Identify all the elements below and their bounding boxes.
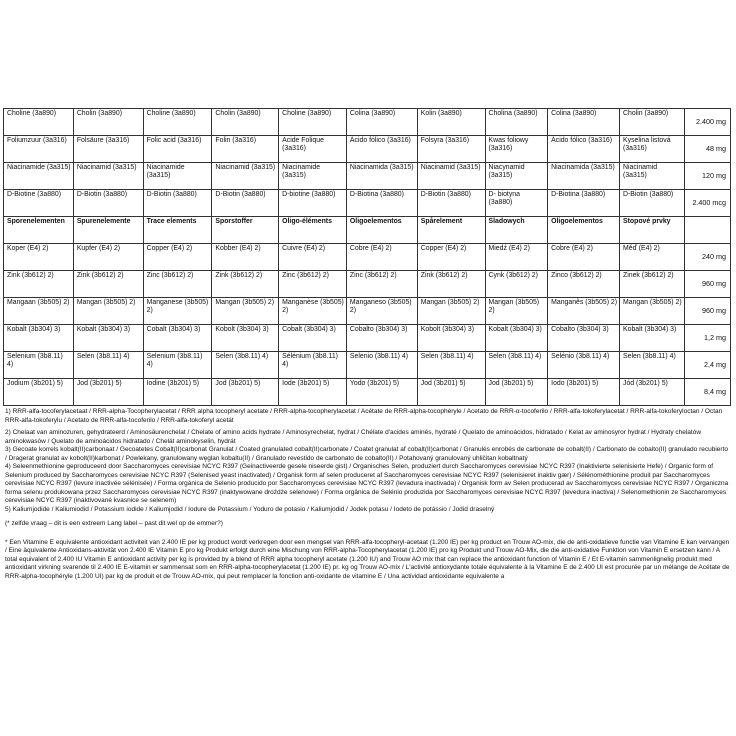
table-cell: Mangaan (3b505) 2) bbox=[4, 298, 74, 325]
table-row bbox=[4, 136, 731, 163]
table-cell: Selen (3b8.11) 4) bbox=[620, 352, 685, 379]
amount-cell: 960 mg bbox=[684, 271, 730, 298]
table-cell: D-Biotin (3a880) bbox=[212, 190, 279, 217]
table-cell: Niacinamida (3a315) bbox=[548, 163, 620, 190]
table-row bbox=[4, 325, 731, 352]
table-cell: Cobalto (3b304) 3) bbox=[548, 325, 620, 352]
table-cell: Zink (3b612) 2) bbox=[4, 271, 74, 298]
table-cell: Mangan (3b505) 2) bbox=[417, 298, 485, 325]
table-cell: Zinc (3b612) 2) bbox=[346, 271, 417, 298]
table-cell: Niacinamide (3a315) bbox=[279, 163, 347, 190]
table-cell: Niacinamid (3a315) bbox=[73, 163, 143, 190]
table-cell: Mangan (3b505) 2) bbox=[212, 298, 279, 325]
table-cell: Niacinamide (3a315) bbox=[4, 163, 74, 190]
table-cell: Jod (3b201) 5) bbox=[212, 379, 279, 406]
table-cell: Niacinamid (3a315) bbox=[620, 163, 685, 190]
table-cell: Ácido fólico (3a316) bbox=[346, 136, 417, 163]
table-cell: Folsyra (3a316) bbox=[417, 136, 485, 163]
table-cell: Cobalt (3b304) 3) bbox=[143, 325, 212, 352]
table-cell: Mangan (3b505) 2) bbox=[73, 298, 143, 325]
table-cell: Kupfer (E4) 2) bbox=[73, 244, 143, 271]
amount-cell: 960 mg bbox=[684, 298, 730, 325]
table-cell: Kyselina listová (3a316) bbox=[620, 136, 685, 163]
table-cell: Iodine (3b201) 5) bbox=[143, 379, 212, 406]
language-header-cell: Trace elements bbox=[143, 217, 212, 244]
table-cell: Mangan (3b505) 2) bbox=[485, 298, 548, 325]
table-cell: Jód (3b201) 5) bbox=[620, 379, 685, 406]
table-cell: Choline (3a890) bbox=[4, 109, 74, 136]
table-cell: Iodo (3b201) 5) bbox=[548, 379, 620, 406]
table-cell: Cholin (3a890) bbox=[212, 109, 279, 136]
amount-cell: 120 mg bbox=[684, 163, 730, 190]
table-cell: D-biotine (3a880) bbox=[279, 190, 347, 217]
table-cell: Niacinamid (3a315) bbox=[212, 163, 279, 190]
table-cell: Cholina (3a890) bbox=[485, 109, 548, 136]
table-cell: Kobalt (3b304) 3) bbox=[485, 325, 548, 352]
language-header-cell: Stopové prvky bbox=[620, 217, 685, 244]
footnote-2: 2) Chelaat van aminozuren, gehydrateerd / Aminosäurenchelat / Chelate of amino acids hydrate / Aminosyrechelat, hydrat / Chélate d'acides aminés, hydraté / Quelato de aminoácidos, hidratado / Kelat av aminosyror hydrat / Hydraty chelatów aminokwasów / Quelato de aminoácidos hidratado / Chelát aminokyselin, hydrát bbox=[5, 429, 702, 445]
table-cell: Kobalt (3b304) 3) bbox=[620, 325, 685, 352]
table-cell: Acide Folique (3a316) bbox=[279, 136, 347, 163]
table-cell: Selenio (3b8.11) 4) bbox=[346, 352, 417, 379]
table-cell: Niacinamida (3a315) bbox=[346, 163, 417, 190]
vitamin-e-note: * Een Vitamine E equivalente antioxidant activiteit van 2.400 IE per kg product wordt verkregen door een mengsel van RRR-alfa-tocopheryl-acetaat (1.200 IE) per kg product en Trouw AO-mix, die de anti-oxidatieve functie van Vitamine E kan vervangen / Eine äquivalente Antioxidans-aktivität von 2.400 IE Vitamin E pro kg Produkt erfolgt durch eine Mischung von RRR-alpha-Tocopherylacetat (1.200 IE) pro kg Produkt und Trouw AO-Mix, die die anti-oxidative Funktion von Vitamin E ersetzen kann / A total equivalent of 2.400 IU Vitamin E antioxidant activity per kg is provided by a blend of RRR alpha tocopheryl acetate (1.200 IU) and Trouw AO mix that can replace the antioxidant function of Vitamin E / Et E-vitamin sammenlignelig produkt med antioxidant virkning svarende til 2.400 IE E-vitamin er sammensat som en RRR-alpha-tocopherylacetat (1.200 IE) pr. kg og Trouw AO-mix / L'activité antioxydante totale équivalente à la Vitamine E de 2.400 UI est procurée par un mélange de Acétate de RRR-alpha-tocophéryle (1.200 UI) par kg de produit et de Trouw AO-mix, qui peut remplacer la fonction anti-oxidante de vitamine E / Una actividad antioxidante equivalente a bbox=[5, 538, 730, 580]
table-row bbox=[4, 271, 731, 298]
table-cell: Cobalto (3b304) 3) bbox=[346, 325, 417, 352]
table-row bbox=[4, 163, 731, 190]
footnote-3: 3) Gecoate korrels kobalt(II)carbonaat / Gecoatetes Cobalt(II)carbonat Granulat / Coated granulated cobalt(II)carbonate / Coatet granulat af cobalt(II)carbonat / Granulés enrobés de carbonate de cobalt(II) / Carbonato de cobalto(II) granulado recubierto / Dragerat granulat av kobolt(II)karbonat / Powlekany, granulowany węglan kobaltu(II) / Granulado revestido de carbonato de cobalto(II) / Potahovaný granulovaný uhličitan kobaltnatý bbox=[5, 446, 728, 462]
table-cell: Selen (3b8.11) 4) bbox=[417, 352, 485, 379]
footnotes bbox=[5, 408, 730, 585]
ingredients-table bbox=[3, 108, 731, 406]
table-cell: Cynk (3b612) 2) bbox=[485, 271, 548, 298]
table-cell: Colina (3a890) bbox=[346, 109, 417, 136]
language-header-cell: Oligo-éléments bbox=[279, 217, 347, 244]
table-cell: Jod (3b201) 5) bbox=[485, 379, 548, 406]
table-cell: Yodo (3b201) 5) bbox=[346, 379, 417, 406]
table-cell: D-Biotin (3a880) bbox=[143, 190, 212, 217]
amount-cell: 8,4 mg bbox=[684, 379, 730, 406]
table-cell: Manganeso (3b505) 2) bbox=[346, 298, 417, 325]
table-cell: Kobolt (3b304) 3) bbox=[212, 325, 279, 352]
language-header-cell: Sporenelementen bbox=[4, 217, 74, 244]
language-header-cell: Oligoelementos bbox=[346, 217, 417, 244]
label-query-note: (* zelfde vraag – dit is een extreem Lang label – past dit wel op de emmer?) bbox=[5, 520, 223, 527]
ingredients-table-body bbox=[4, 109, 731, 406]
table-row bbox=[4, 379, 731, 406]
table-cell: Folin (3a316) bbox=[212, 136, 279, 163]
table-cell: Selenium (3b8.11) 4) bbox=[4, 352, 74, 379]
table-cell: Cobalt (3b304) 3) bbox=[279, 325, 347, 352]
table-cell: Měď (E4) 2) bbox=[620, 244, 685, 271]
language-header-cell: Spårelement bbox=[417, 217, 485, 244]
amount-cell bbox=[684, 217, 730, 244]
table-cell: Kolin (3a890) bbox=[417, 109, 485, 136]
table-row bbox=[4, 109, 731, 136]
table-cell: Manganese (3b505) 2) bbox=[143, 298, 212, 325]
table-cell: D-Biotina (3a880) bbox=[346, 190, 417, 217]
table-row bbox=[4, 352, 731, 379]
language-header-cell: Sporstoffer bbox=[212, 217, 279, 244]
table-cell: Cobre (E4) 2) bbox=[346, 244, 417, 271]
table-cell: D-Biotin (3a880) bbox=[417, 190, 485, 217]
table-cell: Ácido fólico (3a316) bbox=[548, 136, 620, 163]
table-cell: Miedź (E4) 2) bbox=[485, 244, 548, 271]
table-cell: Kobalt (3b304) 3) bbox=[73, 325, 143, 352]
amount-cell: 240 mg bbox=[684, 244, 730, 271]
language-header-cell: Oligoelementos bbox=[548, 217, 620, 244]
table-cell: Choline (3a890) bbox=[279, 109, 347, 136]
table-cell: Copper (E4) 2) bbox=[143, 244, 212, 271]
table-cell: Copper (E4) 2) bbox=[417, 244, 485, 271]
table-cell: Kobolt (3b304) 3) bbox=[417, 325, 485, 352]
amount-cell: 2.400 mcg bbox=[684, 190, 730, 217]
footnote-4: 4) Seleenmethionine geproduceerd door Saccharomyces cerevisiae NCYC R397 (Geinactiveerde gesele niseerde gist) / Organisches Selen, produziert durch Saccharomyces cerevisiae NCYC R397 (Inaktivierte selenisierte Hefe) / Organic form of Selenium produced by Saccharomyces cerevisiae NCYC R397 (Selenised yeast inactivated) / Organisk form af selen produceret af Saccharomyces cerevisiae NCYC R397 (selenisieret inaktiv gær) / Sélénométhionine produit par Saccharomyces cerevisiae NCYC R397 (levure inactivée sélénisée) / Forma orgánica de Selenio producido por Saccharomyces cerevisiae NCYC R397 (levadura inactivada) / Organisk form av Selen producerad av Saccharomyces cerevisiae NCYC R397 / Organiczna forma selenu produkowana przez Saccharomyces cerevisiae NCYC R397 (inaktywowane drożdże selenowe) / Forma orgânica de Selénio produzida por Saccharomyces cerevisiae NCYC R397 (levedura inactiva) / Selenomethionin ze Saccharomyces cerevisiae NCYC R397 (inaktivované kvasnice se selenem) bbox=[5, 463, 729, 504]
table-cell: Zinek (3b612) 2) bbox=[620, 271, 685, 298]
table-cell: Zinco (3b612) 2) bbox=[548, 271, 620, 298]
table-row bbox=[4, 244, 731, 271]
table-row bbox=[4, 190, 731, 217]
table-cell: Selenium (3b8.11) 4) bbox=[143, 352, 212, 379]
amount-cell: 48 mg bbox=[684, 136, 730, 163]
table-cell: D-Biotina (3a880) bbox=[548, 190, 620, 217]
table-cell: Folic acid (3a316) bbox=[143, 136, 212, 163]
table-cell: Selen (3b8.11) 4) bbox=[212, 352, 279, 379]
table-cell: Manganèse (3b505) 2) bbox=[279, 298, 347, 325]
table-cell: D-Biotin (3a880) bbox=[73, 190, 143, 217]
table-cell: Jod (3b201) 5) bbox=[417, 379, 485, 406]
amount-cell: 2,4 mg bbox=[684, 352, 730, 379]
table-row bbox=[4, 298, 731, 325]
table-cell: Foliumzuur (3a316) bbox=[4, 136, 74, 163]
table-cell: Cobre (E4) 2) bbox=[548, 244, 620, 271]
table-cell: Selen (3b8.11) 4) bbox=[73, 352, 143, 379]
footnote-5: 5) Kaliumjodide / Kaliumiodid / Potassium iodide / Kaliumjodid / Iodure de Potassium / Yoduro de potasio / Kaliumjodid / Jodek potasu / Iodeto de potássio / Jodid draselný bbox=[5, 505, 495, 513]
table-cell: D-Biotine (3a880) bbox=[4, 190, 74, 217]
amount-cell: 2.400 mg bbox=[684, 109, 730, 136]
table-cell: Selénio (3b8.11) 4) bbox=[548, 352, 620, 379]
table-cell: Jod (3b201) 5) bbox=[73, 379, 143, 406]
language-header-cell: Spurenelemente bbox=[73, 217, 143, 244]
table-cell: Sélénium (3b8.11) 4) bbox=[279, 352, 347, 379]
table-cell: Zink (3b612) 2) bbox=[73, 271, 143, 298]
table-cell: Niacynamid (3a315) bbox=[485, 163, 548, 190]
table-cell: Folsäure (3a316) bbox=[73, 136, 143, 163]
table-cell: Zink (3b612) 2) bbox=[417, 271, 485, 298]
table-cell: Koper (E4) 2) bbox=[4, 244, 74, 271]
table-cell: Selen (3b8.11) 4) bbox=[485, 352, 548, 379]
table-cell: Kobalt (3b304) 3) bbox=[4, 325, 74, 352]
table-cell: Zinc (3b612) 2) bbox=[279, 271, 347, 298]
table-cell: Niacinamide (3a315) bbox=[143, 163, 212, 190]
table-cell: Jodium (3b201) 5) bbox=[4, 379, 74, 406]
table-cell: Cholin (3a890) bbox=[620, 109, 685, 136]
language-header-cell: Śladowych bbox=[485, 217, 548, 244]
amount-cell: 1,2 mg bbox=[684, 325, 730, 352]
table-cell: Choline (3a890) bbox=[143, 109, 212, 136]
table-cell: Iode (3b201) 5) bbox=[279, 379, 347, 406]
table-cell: Mangan (3b505) 2) bbox=[620, 298, 685, 325]
footnote-1: 1) RRR-alfa-tocoferylacetaat / RRR-alpha-Tocopherylacetat / RRR alpha tocopheryl acetate / RRR-alpha-tocopherylacetat / Acétate de RRR-alpha-tocophéryle / Acetato de RRR-α-tocoferilo / RRR-alfa-tokoferylacetat / RRR-alfa-tokoferyloctan / Octan RRR-alfa-tokoferylu / Acetato de RRR-alfa-tocoferilo / RRR-alfa-tokoferyl acetát bbox=[5, 408, 723, 424]
table-cell: Kwas foliowy (3a316) bbox=[485, 136, 548, 163]
table-cell: Zink (3b612) 2) bbox=[212, 271, 279, 298]
table-header-row bbox=[4, 217, 731, 244]
table-cell: Colina (3a890) bbox=[548, 109, 620, 136]
table-cell: Zinc (3b612) 2) bbox=[143, 271, 212, 298]
table-cell: Cuivre (E4) 2) bbox=[279, 244, 347, 271]
table-cell: D- biotyna (3a880) bbox=[485, 190, 548, 217]
table-cell: D-Biotin (3a880) bbox=[620, 190, 685, 217]
table-cell: Cholin (3a890) bbox=[73, 109, 143, 136]
table-cell: Manganês (3b505) 2) bbox=[548, 298, 620, 325]
table-cell: Niacinamid (3a315) bbox=[417, 163, 485, 190]
table-cell: Kobber (E4) 2) bbox=[212, 244, 279, 271]
